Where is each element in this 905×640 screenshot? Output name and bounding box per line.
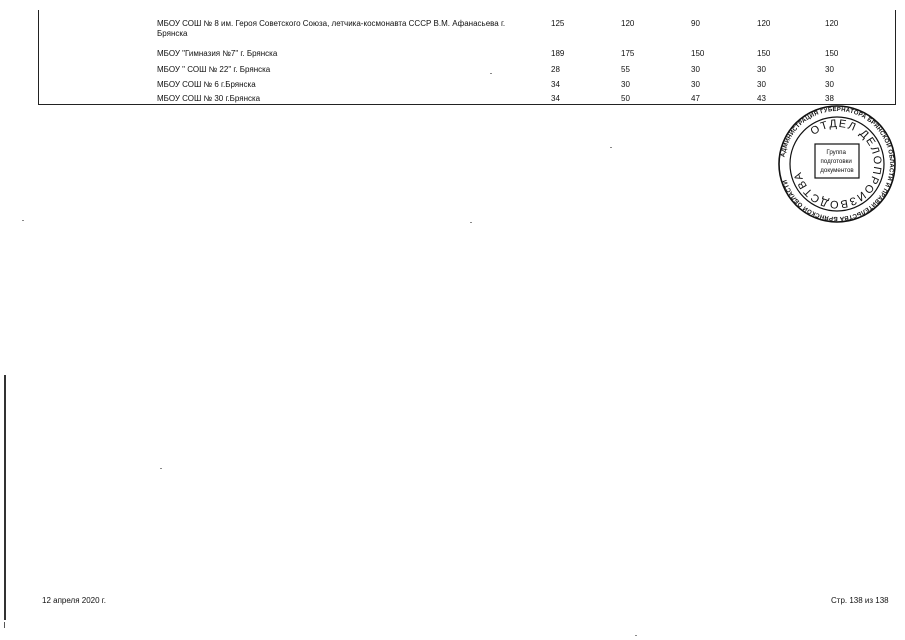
scan-speck xyxy=(490,73,492,74)
value-cell: 175 xyxy=(621,49,635,58)
school-name: МБОУ СОШ № 30 г.Брянска xyxy=(157,94,261,103)
value-cell: 120 xyxy=(825,19,839,28)
value-cell: 120 xyxy=(757,19,771,28)
school-table xyxy=(38,10,896,105)
value-cell: 30 xyxy=(825,80,834,89)
scan-speck xyxy=(22,220,24,221)
value-cell: 30 xyxy=(757,65,766,74)
footer-date: 12 апреля 2020 г. xyxy=(42,596,106,605)
value-cell: 43 xyxy=(757,94,766,103)
value-cell: 150 xyxy=(691,49,705,58)
school-name: МБОУ " СОШ № 22" г. Брянска xyxy=(157,65,271,74)
value-cell: 30 xyxy=(757,80,766,89)
value-cell: 150 xyxy=(757,49,771,58)
office-stamp xyxy=(777,104,897,224)
value-cell: 30 xyxy=(691,80,700,89)
value-cell: 30 xyxy=(825,65,834,74)
value-cell: 55 xyxy=(621,65,630,74)
value-cell: 90 xyxy=(691,19,700,28)
scan-speck xyxy=(635,635,637,636)
school-name: МБОУ "Гимназия №7" г. Брянска xyxy=(157,49,278,58)
value-cell: 120 xyxy=(621,19,635,28)
footer-page-number: Стр. 138 из 138 xyxy=(831,596,889,605)
svg-text:АДМИНИСТРАЦИЯ ГУБЕРНАТОРА БРЯН: АДМИНИСТРАЦИЯ ГУБЕРНАТОРА БРЯНСКОЙ ОБЛАСТИ И ПРАВИТЕЛЬСТВА БРЯНСКОЙ ОБЛАСТИ xyxy=(780,106,895,222)
value-cell: 30 xyxy=(691,65,700,74)
value-cell: 34 xyxy=(551,80,560,89)
scan-speck xyxy=(160,468,162,469)
school-name: МБОУ СОШ № 8 им. Героя Советского Союза, летчика-космонавта СССР В.М. Афанасьева г. Брянска xyxy=(157,19,506,38)
value-cell: 34 xyxy=(551,94,560,103)
scan-speck xyxy=(470,222,472,223)
scan-speck xyxy=(610,147,612,148)
value-cell: 47 xyxy=(691,94,700,103)
value-cell: 30 xyxy=(621,80,630,89)
value-cell: 38 xyxy=(825,94,834,103)
value-cell: 189 xyxy=(551,49,565,58)
scan-margin-mark xyxy=(4,622,5,628)
svg-text:ОТДЕЛ ДЕЛОПРОИЗВОДСТВА: ОТДЕЛ ДЕЛОПРОИЗВОДСТВА xyxy=(791,117,884,211)
value-cell: 125 xyxy=(551,19,565,28)
value-cell: 150 xyxy=(825,49,839,58)
value-cell: 28 xyxy=(551,65,560,74)
school-name: МБОУ СОШ № 6 г.Брянска xyxy=(157,80,256,89)
value-cell: 50 xyxy=(621,94,630,103)
svg-text:Группа подготовки: Группа подготовки документов xyxy=(820,149,854,174)
scan-margin-line xyxy=(4,375,6,620)
